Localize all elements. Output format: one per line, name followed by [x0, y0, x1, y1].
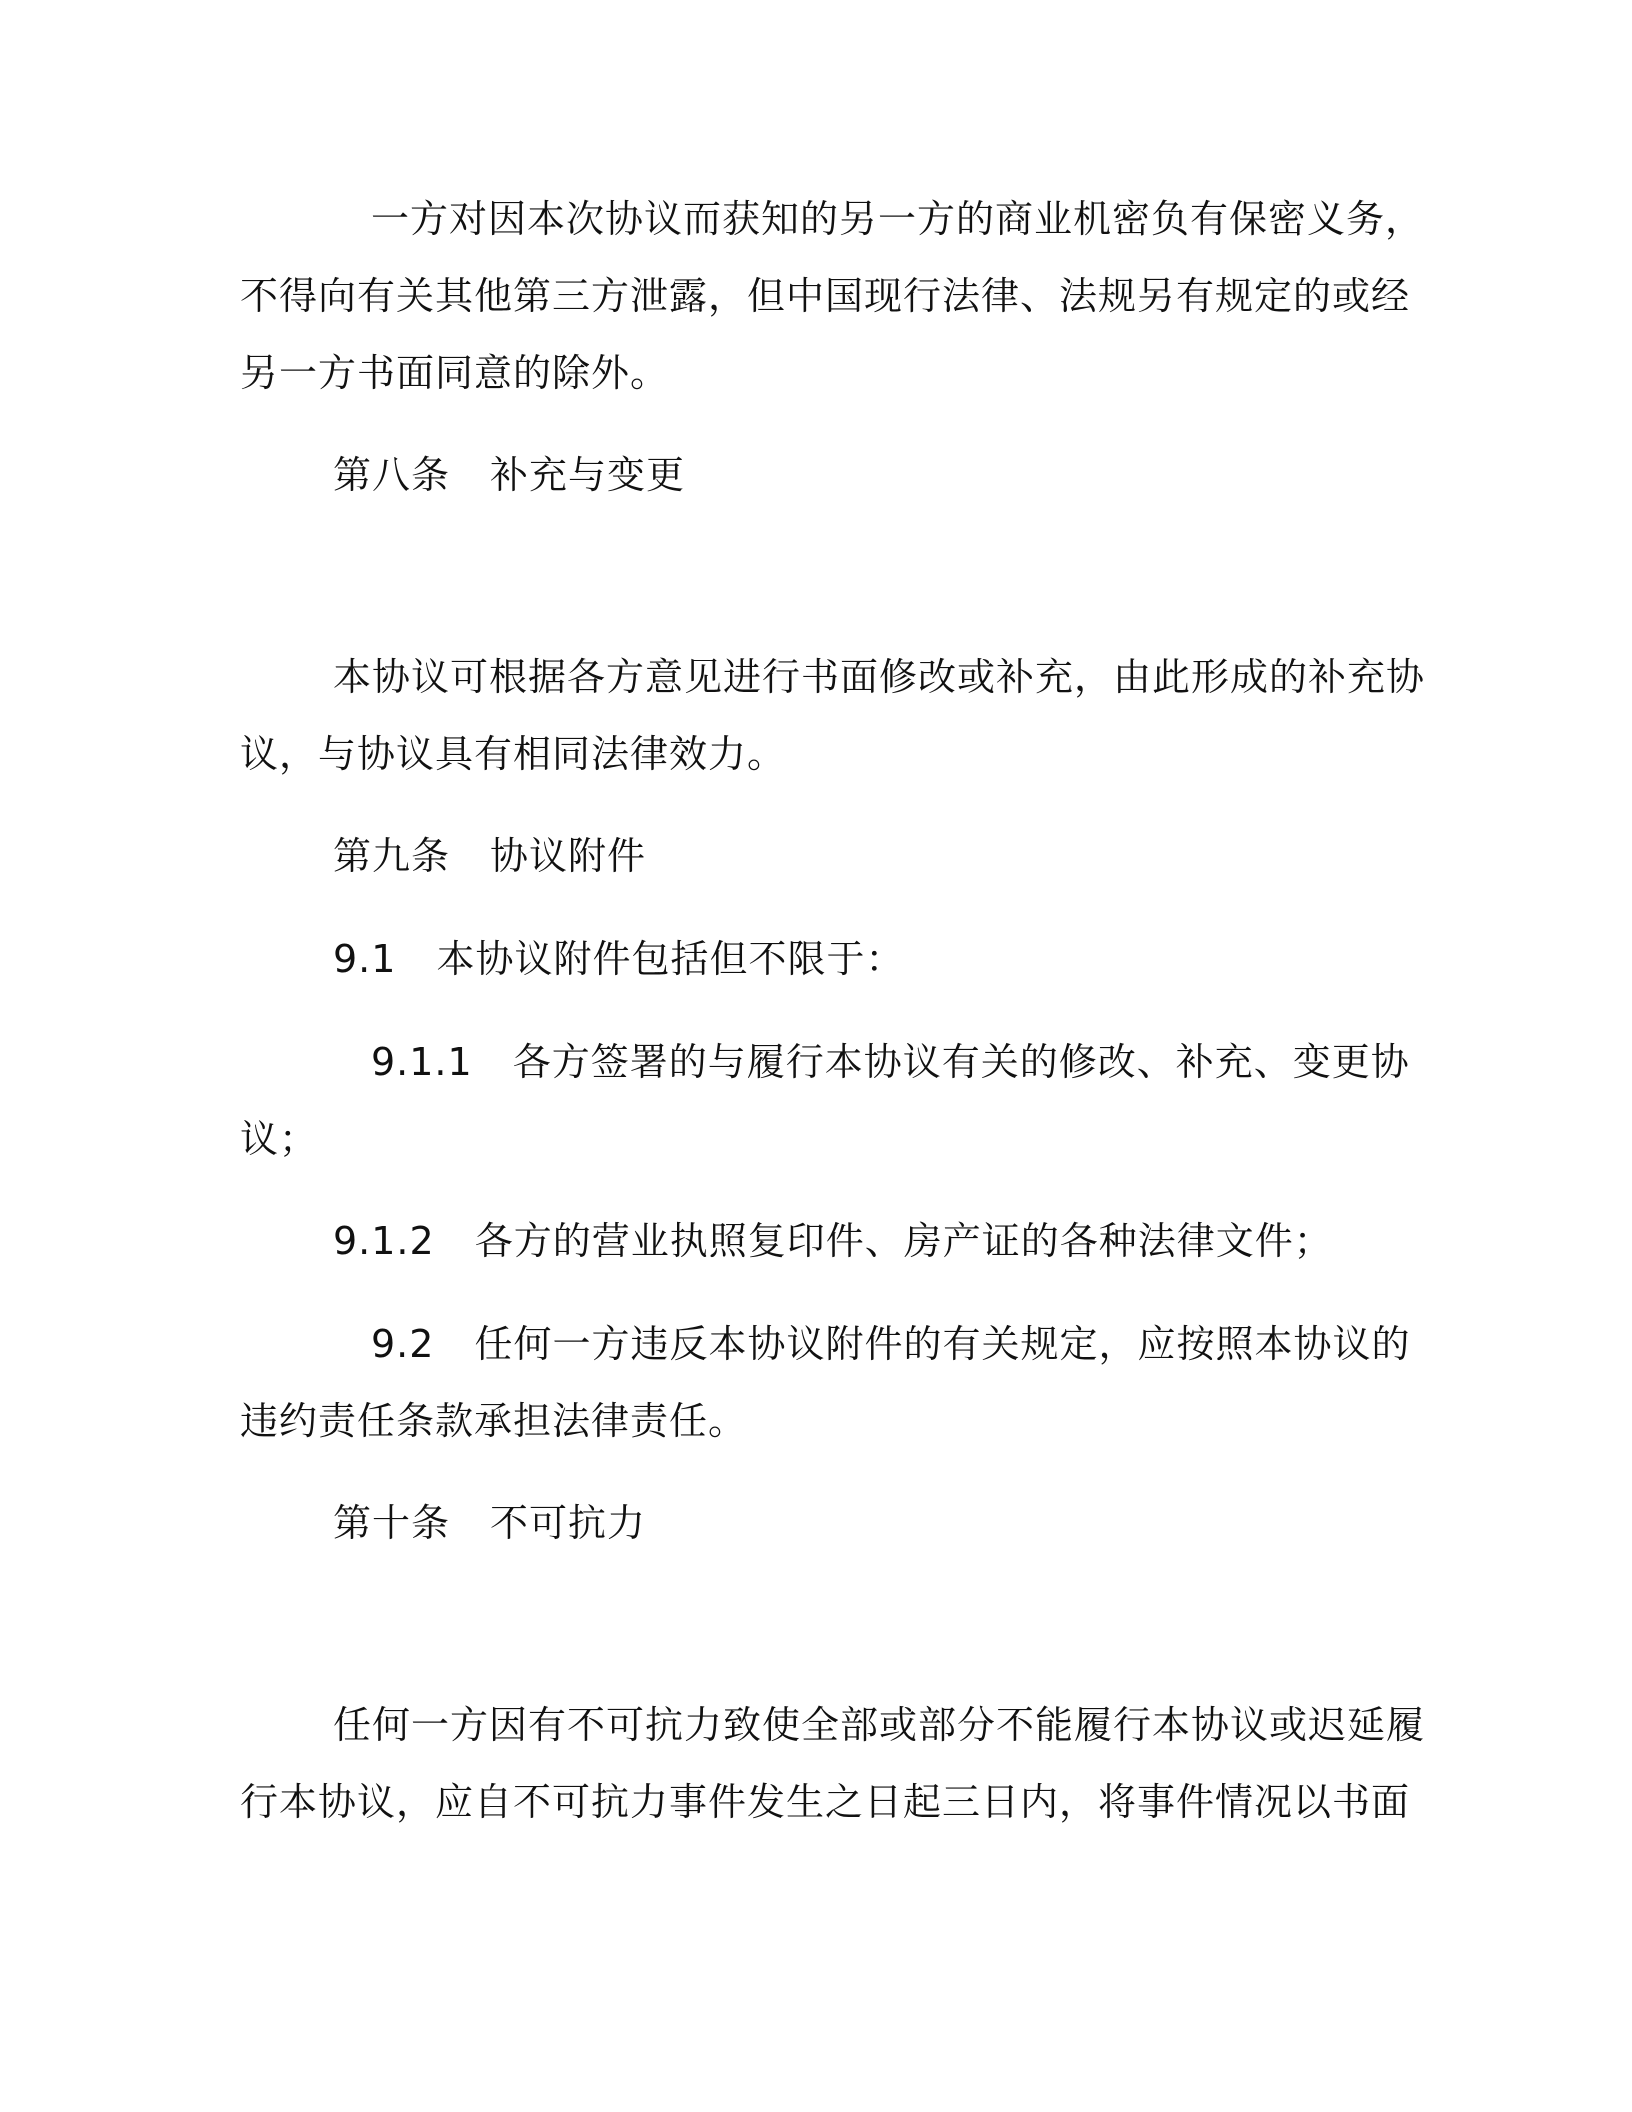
article8-title: 补充与变更 [490, 453, 686, 497]
article10-heading [333, 1497, 646, 1549]
item-9-1-number: 9.1 [333, 937, 397, 981]
item-9-2-number: 9.2 [371, 1322, 435, 1366]
article9-title: 协议附件 [490, 834, 647, 878]
clause7-line-3: 另一方书面同意的除外。 [240, 351, 670, 395]
item-9-1-2-text: 各方的营业执照复印件、房产证的各种法律文件； [474, 1219, 1333, 1263]
article10-number: 第十条 [333, 1501, 451, 1545]
item-9-2-text: 任何一方违反本协议附件的有关规定，应按照本协议的 [474, 1322, 1411, 1366]
article10-title: 不可抗力 [490, 1501, 647, 1545]
article10-line-1: 任何一方因有不可抗力致使全部或部分不能履行本协议或迟延履 [333, 1703, 1426, 1747]
clause7-line-2: 不得向有关其他第三方泄露，但中国现行法律、法规另有规定的或经 [240, 274, 1411, 318]
item-9-2-continuation: 违约责任条款承担法律责任。 [240, 1399, 748, 1443]
article10-line-2: 行本协议，应自不可抗力事件发生之日起三日内，将事件情况以书面 [240, 1780, 1411, 1824]
item-9-2 [371, 1318, 1410, 1370]
item-9-1-1-number: 9.1.1 [371, 1040, 473, 1084]
article8-number: 第八条 [333, 453, 451, 497]
item-9-1-2-number: 9.1.2 [333, 1219, 435, 1263]
item-9-1-1-text: 各方签署的与履行本协议有关的修改、补充、变更协 [512, 1040, 1410, 1084]
item-9-1-text: 本协议附件包括但不限于： [436, 937, 905, 981]
article9-number: 第九条 [333, 834, 451, 878]
clause7-line-1: 一方对因本次协议而获知的另一方的商业机密负有保密义务， [371, 197, 1425, 241]
article8-line-1: 本协议可根据各方意见进行书面修改或补充，由此形成的补充协 [333, 655, 1426, 699]
item-9-1 [333, 933, 904, 985]
article8-heading [333, 449, 685, 501]
article8-line-2: 议，与协议具有相同法律效力。 [240, 732, 787, 776]
item-9-1-1-continuation: 议； [240, 1117, 319, 1161]
item-9-1-2 [333, 1215, 1333, 1267]
article9-heading [333, 830, 646, 882]
item-9-1-1 [371, 1036, 1410, 1088]
